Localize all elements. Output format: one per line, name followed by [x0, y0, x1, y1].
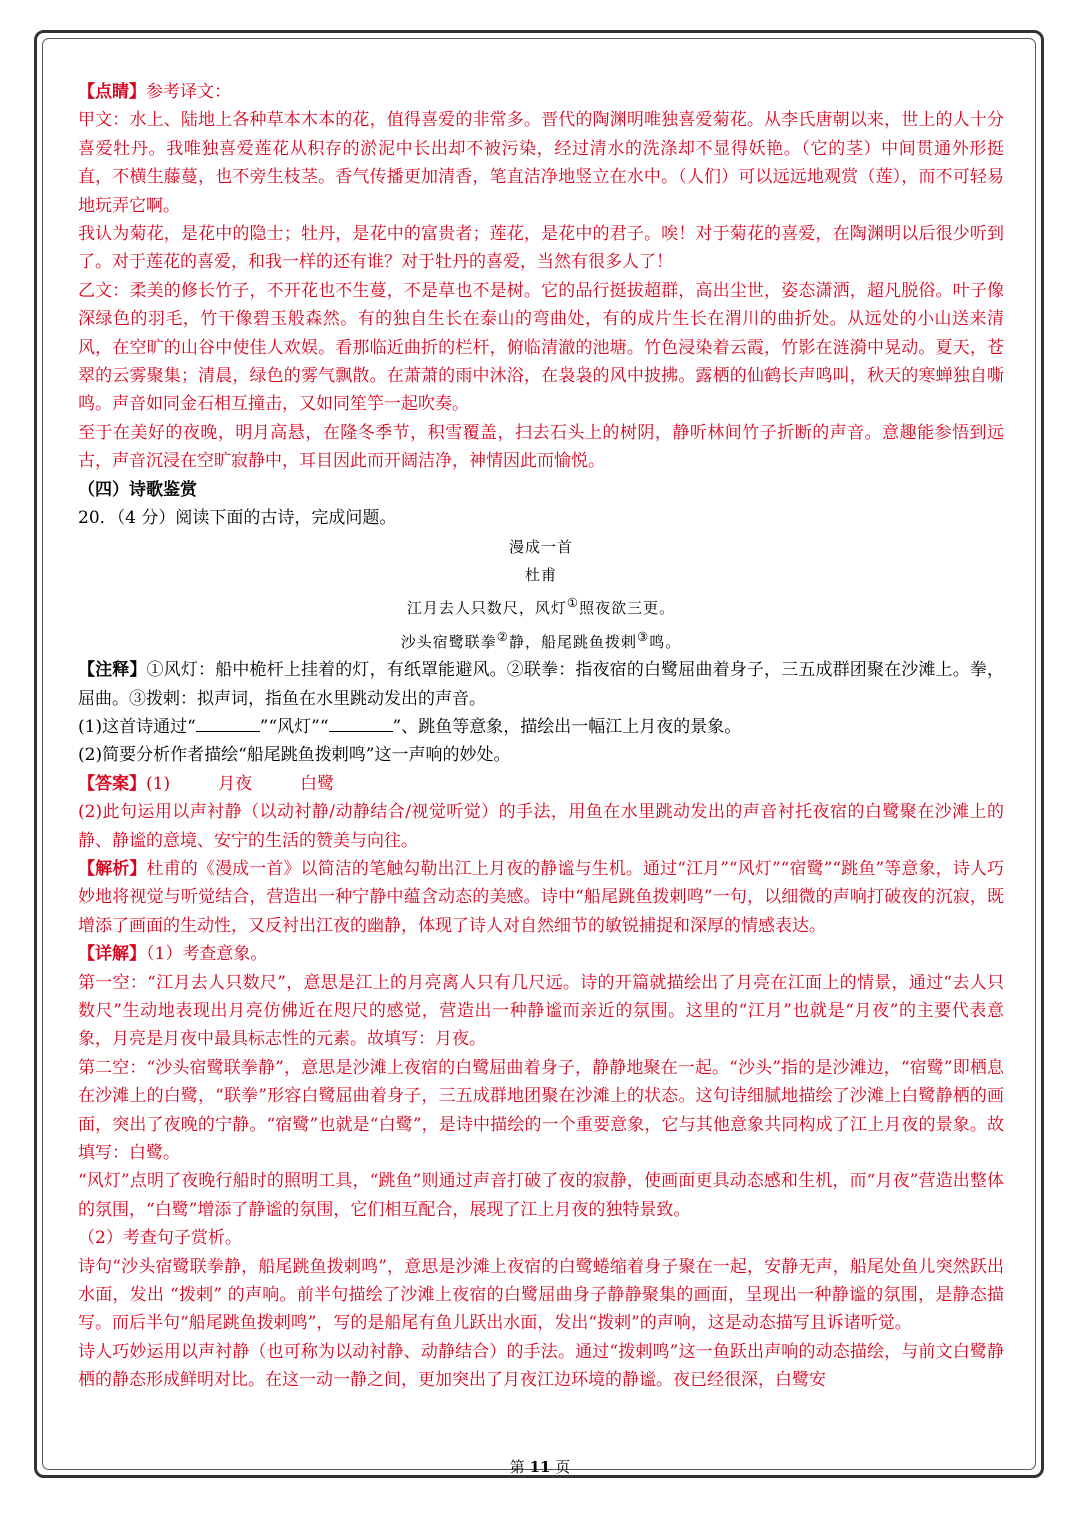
dianjing-title: 参考译文：	[146, 82, 231, 102]
page-content	[78, 78, 1004, 1395]
blank-2	[329, 715, 393, 732]
note-mark-2: ②	[496, 628, 509, 644]
note-mark-3: ③	[637, 628, 650, 644]
question-stem: 20．（4 分）阅读下面的古诗，完成问题。	[78, 508, 397, 529]
detail-paragraph-1: 第一空：“江月去人只数尺”，意思是江上的月亮离人只有几尺远。诗的开篇就描绘出了月亮在江面上的情景，通过“去人只数尺”生动地表现出月亮仿佛近在咫尺的感觉，营造出一种静谧而亲近的氛围。这里的“江月”也就是“月夜”的主要代表意象，月亮是月夜中最具标志性的元素。故填写：月夜。	[78, 972, 1004, 1050]
poem-line-2	[78, 623, 1004, 656]
analysis	[78, 855, 1004, 940]
dianjing-heading	[78, 78, 1004, 106]
detail-paragraph-5: 诗人巧妙运用以声衬静（也可称为以动衬静、动静结合）的手法。通过“拨剌鸣”这一鱼跃出声响的动态描绘，与前文白鹭静栖的静态形成鲜明对比。在这一动一静之间，更加突出了月夜江边环境的静谧。夜已经很深，白鹭安	[78, 1341, 1004, 1391]
detail-paragraph-4: 诗句“沙头宿鹭联拳静，船尾跳鱼拨剌鸣”，意思是沙滩上夜宿的白鹭蜷缩着身子聚在一起，安静无声，船尾处鱼儿突然跃出水面，发出 “拨剌” 的声响。前半句描绘了沙滩上夜宿的白鹭屈曲身子静静聚集的画面，呈现出一种静谧的氛围，是静态描写。而后半句“船尾跳鱼拨剌鸣”，写的是船尾有鱼儿跃出水面，发出“拨剌”的声响，这是动态描写且诉诸听觉。	[78, 1256, 1004, 1334]
dianjing-tag: 【点睛】	[78, 82, 146, 102]
poem-line-2-part-c: 静，船尾跳鱼拨剌	[508, 632, 637, 651]
poem-line-1-part-a: 江月去人只数尺，风灯	[406, 599, 567, 618]
blank-1	[196, 715, 260, 732]
analysis-tag: 【解析】	[78, 858, 147, 879]
footer-prefix: 第	[509, 1458, 525, 1476]
annotation-text: ①风灯：船中桅杆上挂着的灯，有纸罩能避风。②联拳：指夜宿的白鹭屈曲着身子，三五成群团聚在沙滩上。拳，屈曲。③拨剌：拟声词，指鱼在水里跳动发出的声音。	[78, 660, 1005, 709]
poem-line-2-part-e: 鸣。	[649, 632, 682, 651]
answer-tag: 【答案】	[78, 773, 146, 794]
answer-1	[78, 770, 1004, 798]
page-number: 11	[529, 1458, 551, 1476]
translation-yi: 乙文：柔美的修长竹子，不开花也不生蔓，不是草也不是树。它的品行挺拔超群，高出尘世，姿态潇洒，超凡脱俗。叶子像深绿色的羽毛，竹干像碧玉般森然。有的独自生长在泰山的弯曲处，有的成片生长在渭川的曲折处。从远处的小山送来清风，在空旷的山谷中使佳人欢娱。看那临近曲折的栏杆，俯临清澈的池塘。竹色浸染着云霞，竹影在涟漪中晃动。夏天，苍翠的云雾聚集；清晨，绿色的雾气飘散。在萧萧的雨中沐浴，在袅袅的风中披拂。露栖的仙鹤长声鸣叫，秋天的寒蝉独自嘶鸣。声音如同金石相互撞击，又如同笙竽一起吹奏。	[78, 280, 1004, 415]
question-1-part-c: ”、跳鱼等意象，描绘出一幅江上月夜的景象。	[392, 716, 742, 737]
detail-h1: （1）考查意象。	[146, 944, 268, 965]
analysis-text: 杜甫的《漫成一首》以简洁的笔触勾勒出江上月夜的静谧与生机。通过“江月”“风灯”“宿鹭”“跳鱼”等意象，诗人巧妙地将视觉与听觉结合，营造出一种宁静中蕴含动态的美感。诗中“船尾跳鱼拨剌鸣”一句，以细微的声响打破夜的沉寂，既增添了画面的生动性，又反衬出江夜的幽静，体现了诗人对自然细节的敏锐捕捉和深厚的情感表达。	[78, 858, 1004, 936]
question-1-part-a: (1)这首诗通过“	[78, 716, 196, 737]
note-mark-1: ①	[566, 595, 580, 611]
poem-author: 杜甫	[524, 565, 557, 584]
detail-heading-2: （2）考查句子赏析。	[78, 1228, 242, 1249]
detail-paragraph-2: 第二空：“沙头宿鹭联拳静”，意思是沙滩上夜宿的白鹭屈曲着身子，静静地聚在一起。“沙头”指的是沙滩边，“宿鹭”即栖息在沙滩上的白鹭，“联拳”形容白鹭屈曲着身子，三五成群地团聚在沙滩上的状态。这句诗细腻地描绘了沙滩上白鹭静栖的画面，突出了夜晚的宁静。“宿鹭”也就是“白鹭”，是诗中描绘的一个重要意象，它与其他意象共同构成了江上月夜的景象。故填写：白鹭。	[78, 1057, 1004, 1164]
detail-heading-1	[78, 940, 1004, 968]
annotation-tag: 【注释】	[78, 660, 147, 681]
answer-2: (2)此句运用以声衬静（以动衬静/动静结合/视觉听觉）的手法，用鱼在水里跳动发出的声音衬托夜宿的白鹭聚在沙滩上的静、静谧的意境、安宁的生活的赞美与向往。	[78, 802, 1004, 851]
annotation	[78, 656, 1004, 713]
answer-1-value-1: 月夜	[218, 773, 253, 794]
question-2: (2)简要分析作者描绘“船尾跳鱼拨剌鸣”这一声响的妙处。	[78, 745, 511, 766]
poem-line-1	[78, 589, 1004, 622]
detail-tag: 【详解】	[78, 944, 146, 965]
translation-jia-2: 我认为菊花，是花中的隐士；牡丹，是花中的富贵者；莲花，是花中的君子。唉！对于菊花的喜爱，在陶渊明以后很少听到了。对于莲花的喜爱，和我一样的还有谁？对于牡丹的喜爱，当然有很多人了！	[78, 224, 1004, 273]
section-heading: （四）诗歌鉴赏	[78, 479, 197, 500]
answer-1-value-2: 白鹭	[300, 773, 335, 794]
poem-line-2-part-a: 沙头宿鹭联拳	[400, 632, 497, 651]
translation-yi-2: 至于在美好的夜晚，明月高悬，在隆冬季节，积雪覆盖，扫去石头上的树阴，静听林间竹子折断的声音。意趣能参悟到远古，声音沉浸在空旷寂静中，耳目因此而开阔洁净，神情因此而愉悦。	[78, 422, 1004, 472]
question-1-part-b: ”“风灯”“	[259, 716, 329, 737]
question-1	[78, 713, 1004, 741]
translation-jia: 甲文：水上、陆地上各种草本木本的花，值得喜爱的非常多。晋代的陶渊明唯独喜爱菊花。从李氏唐朝以来，世上的人十分喜爱牡丹。我唯独喜爱莲花从积存的淤泥中长出却不被污染，经过清水的洗涤却不显得妖艳。（它的茎）中间贯通外形挺直，不横生藤蔓，也不旁生枝茎。香气传播更加清香，笔直洁净地竖立在水中。（人们）可以远远地观赏（莲），而不可轻易地玩弄它啊。	[78, 110, 1004, 216]
poem-title: 漫成一首	[508, 537, 573, 556]
footer-suffix: 页	[555, 1458, 571, 1476]
answer-1-num: (1)	[146, 773, 171, 794]
detail-paragraph-3: “风灯”点明了夜晚行船时的照明工具，“跳鱼”则通过声音打破了夜的寂静，使画面更具动态感和生机，而“月夜”营造出整体的氛围，“白鹭”增添了静谧的氛围，它们相互配合，展现了江上月夜的独特景致。	[78, 1171, 1004, 1220]
poem-line-1-part-c: 照夜欲三更。	[579, 599, 676, 618]
page-footer	[0, 1456, 1080, 1477]
